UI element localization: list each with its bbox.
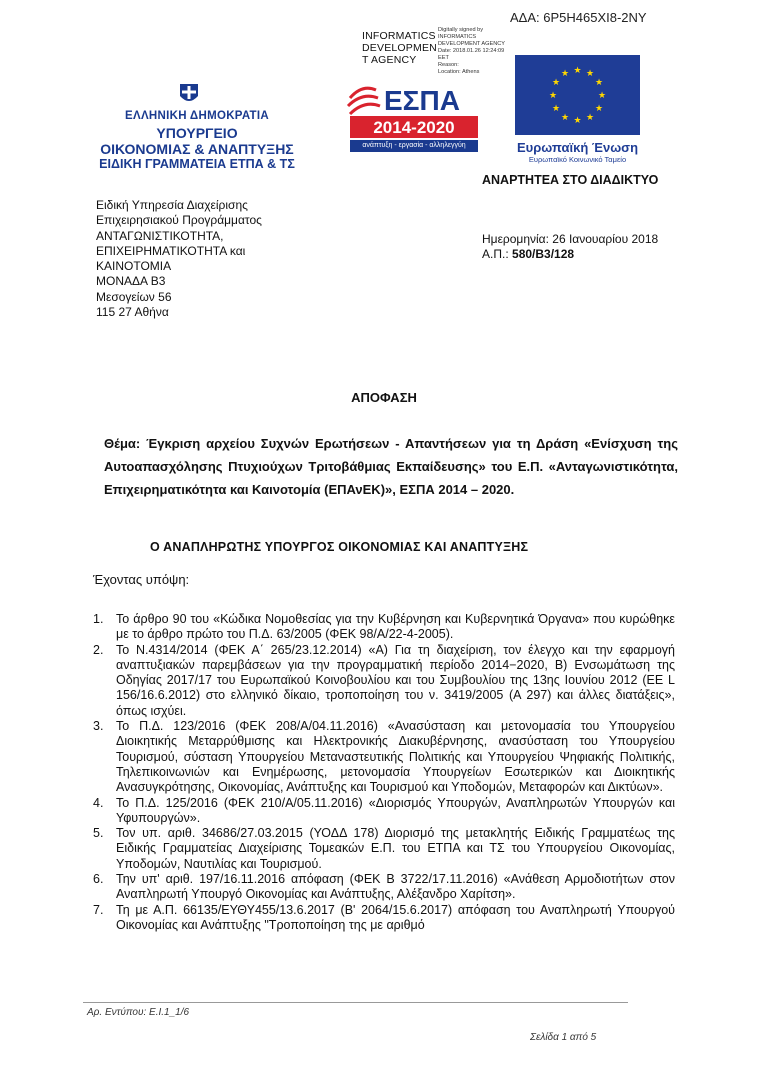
svg-text:★: ★: [560, 113, 570, 123]
svg-text:★: ★: [597, 91, 607, 101]
svg-text:★: ★: [594, 104, 604, 114]
espa-slogan: ανάπτυξη - εργασία - αλληλεγγύη: [350, 140, 478, 152]
signature-org-line: DEVELOPMEN: [362, 42, 437, 54]
document-meta: [482, 232, 658, 263]
signature-organization: [362, 30, 437, 66]
sender-line: Ειδική Υπηρεσία Διαχείρισης: [96, 198, 248, 212]
having-regard: Έχοντας υπόψη:: [93, 572, 190, 587]
list-number: 6.: [93, 872, 104, 887]
list-text: Την υπ' αριθ. 197/16.11.2016 απόφαση (ΦΕΚ Β 3722/17.11.2016) «Ανάθεση Αρμοδιοτήτων στον Αναπληρωτή Υπουργό Οικονομίας και Ανάπτυξης, Αλέξανδρο Χαρίτση».: [116, 872, 675, 902]
svg-text:★: ★: [548, 91, 558, 101]
list-text: Τη με Α.Π. 66135/ΕΥΘΥ455/13.6.2017 (Β' 2064/15.6.2017) απόφαση του Αναπληρωτή Υπουργού Οικονομίας και Ανάπτυξης "Τροποποίηση της με αριθμό: [116, 902, 675, 932]
legal-basis-list: [93, 612, 675, 933]
list-text: Τον υπ. αριθ. 34686/27.03.2015 (ΥΟΔΔ 178) Διορισμό της μετακλητής Ειδικής Γραμματέως της Ειδικής Γραμματείας Διαχείρισης Τομεακών Ε.Π. του ΕΤΠΑ και ΤΣ του Υπουργείου Οικονομίας, Υποδομών, Ναυτιλίας και Τουρισμού.: [116, 826, 675, 871]
eu-logo-text: [505, 140, 650, 164]
sender-line: ΕΠΙΧΕΙΡΗΜΑΤΙΚΟΤΗΤΑ και: [96, 243, 246, 258]
signature-org-line: INFORMATICS: [362, 30, 436, 42]
sender-line: Μεσογείων 56: [96, 289, 172, 304]
list-item: [93, 872, 675, 903]
ministry-line: ΥΠΟΥΡΓΕΙΟ: [156, 125, 238, 141]
ministry-line: ΕΛΛΗΝΙΚΗ ΔΗΜΟΚΡΑΤΙΑ: [125, 110, 269, 122]
eu-flag-icon: [515, 55, 640, 135]
greek-emblem-icon: [178, 82, 200, 106]
document-subject: Θέμα: Έγκριση αρχείου Συχνών Ερωτήσεων - Απαντήσεων για τη Δράση «Ενίσχυση της Αυτοαπασχόλησης Πτυχιούχων Τριτοβάθμιας Εκπαίδευσης» του Ε.Π. «Ανταγωνιστικότητα, Επιχειρηματικότητα και Καινοτομία (ΕΠΑνΕΚ)», ΕΣΠΑ 2014 – 2020.: [104, 436, 678, 497]
svg-text:★: ★: [594, 78, 604, 88]
list-item: [93, 719, 675, 795]
footer-divider: [83, 1002, 628, 1003]
sender-line: ΜΟΝΑΔΑ Β3: [96, 274, 166, 289]
signature-detail-line: DEVELOPMENT AGENCY: [438, 41, 506, 47]
list-text: Το Π.Δ. 125/2016 (ΦΕΚ 210/Α/05.11.2016) «Διορισμός Υπουργών, Αναπληρωτών Υπουργών και Υφυπουργών».: [116, 795, 675, 825]
list-number: 5.: [93, 826, 104, 841]
svg-text:★: ★: [551, 78, 561, 88]
form-number: Αρ. Εντύπου: Ε.Ι.1_1/6: [87, 1007, 190, 1018]
espa-title-text: ΕΣΠΑ: [384, 85, 460, 116]
page-number: Σελίδα 1 από 5: [530, 1032, 597, 1043]
ministry-line: ΟΙΚΟΝΟΜΙΑΣ & ΑΝΑΠΤΥΞΗΣ: [100, 141, 294, 157]
signature-detail-line: EET: [438, 55, 449, 61]
espa-period-text: 2014-2020: [373, 118, 455, 137]
eu-title: Ευρωπαϊκή Ένωση: [516, 140, 639, 155]
list-text: Το Π.Δ. 123/2016 (ΦΕΚ 208/Α/04.11.2016) «Ανασύσταση και μετονομασία του Υπουργείου Διοικητικής Μεταρρύθμισης και Ηλεκτρονικής Διακυβέρνησης, ανασύσταση του Υπουργείου Τουρισμού, σύσταση Υπουργείου Μεταναστευτικής Πολιτικής και Υπουργείου Ψηφιακής Πολιτικής, Τηλεπικοινωνιών και Ενημέρωσης, μετονομασία Υπουργείων Εσωτερικών και Διοικητικής Ανασυγκρότησης, Οικονομίας, Ανάπτυξης και Τουρισμού και Υποδομών, Μεταφορών και Δικτύων».: [116, 719, 675, 795]
sender-line: ΑΝΤΑΓΩΝΙΣΤΙΚΟΤΗΤΑ,: [96, 228, 224, 243]
sender-line: ΚΑΙΝΟΤΟΜΙΑ: [96, 259, 172, 274]
list-number: 3.: [93, 719, 104, 734]
protocol-value: 580/Β3/128: [512, 247, 575, 262]
list-item: [93, 643, 675, 719]
list-item: [93, 826, 675, 872]
ada-code: ΑΔΑ: 6Ρ5Η465ΧΙ8-2ΝΥ: [510, 10, 647, 25]
signature-detail-line: INFORMATICS: [438, 34, 477, 40]
sender-block: [96, 198, 336, 320]
list-text: Το Ν.4314/2014 (ΦΕΚ Α΄ 265/23.12.2014) «Α) Για τη διαχείριση, τον έλεγχο και την εφαρμογή αναπτυξιακών παρεμβάσεων για την προγραμματική περίοδο 2014−2020, Β) Ενσωμάτωση της Οδηγίας 2017/17 του Ευρωπαϊκού Κοινοβουλίου και του Συμβουλίου της 13ης Ιουνίου 2012 (ΕΕ L 156/16.6.2012) στο ελληνικό δίκαιο, τροποποίηση του ν. 3419/2005 (Α 297) και άλλες διατάξεις», όπως ισχύει.: [116, 642, 675, 718]
list-number: 4.: [93, 795, 104, 810]
svg-text:★: ★: [585, 69, 595, 79]
ministry-line: ΕΙΔΙΚΗ ΓΡΑΜΜΑΤΕΙΑ ΕΤΠΑ & ΤΣ: [99, 157, 295, 171]
signature-detail-line: Location: Athens: [438, 69, 480, 75]
svg-text:★: ★: [551, 104, 561, 114]
sender-line: 115 27 Αθήνα: [96, 305, 169, 320]
document-date: Ημερομηνία: 26 Ιανουαρίου 2018: [482, 232, 659, 246]
protocol-label: Α.Π.:: [482, 247, 513, 262]
list-item: [93, 903, 675, 934]
ministry-logo-text: [92, 110, 302, 171]
svg-text:★: ★: [560, 69, 570, 79]
signature-detail-line: Date: 2018.01.26 12:24:09: [438, 48, 505, 54]
list-item: [93, 796, 675, 827]
minister-heading: Ο ΑΝΑΠΛΗΡΩΤΗΣ ΥΠΟΥΡΓΟΣ ΟΙΚΟΝΟΜΙΑΣ ΚΑΙ ΑΝΑΠΤΥΞΗΣ: [150, 540, 529, 554]
eu-subtitle: Ευρωπαϊκό Κοινωνικό Ταμείο: [528, 155, 627, 164]
sender-line: Επιχειρησιακού Προγράμματος: [96, 213, 262, 228]
protocol-number: [482, 247, 658, 262]
signature-detail-line: Digitally signed by: [438, 27, 484, 33]
document-title: ΑΠΟΦΑΣΗ: [351, 390, 417, 405]
list-number: 2.: [93, 642, 104, 657]
svg-text:★: ★: [585, 113, 595, 123]
list-number: 1.: [93, 612, 104, 626]
signature-detail-line: Reason:: [438, 62, 459, 68]
svg-text:★: ★: [573, 66, 582, 76]
svg-text:★: ★: [573, 116, 582, 126]
list-number: 7.: [93, 902, 104, 917]
list-item: [93, 612, 675, 643]
signature-org-line: T AGENCY: [362, 54, 417, 66]
list-text: Το άρθρο 90 του «Κώδικα Νομοθεσίας για την Κυβέρνηση και Κυβερνητικά Όργανα» που κυρώθηκε με το άρθρο πρώτο του Π.Δ. 63/2005 (ΦΕΚ 98/Α/22-4-2005).: [116, 612, 675, 642]
publish-note: ΑΝΑΡΤΗΤΕΑ ΣΤΟ ΔΙΑΔΙΚΤΥΟ: [482, 173, 659, 187]
